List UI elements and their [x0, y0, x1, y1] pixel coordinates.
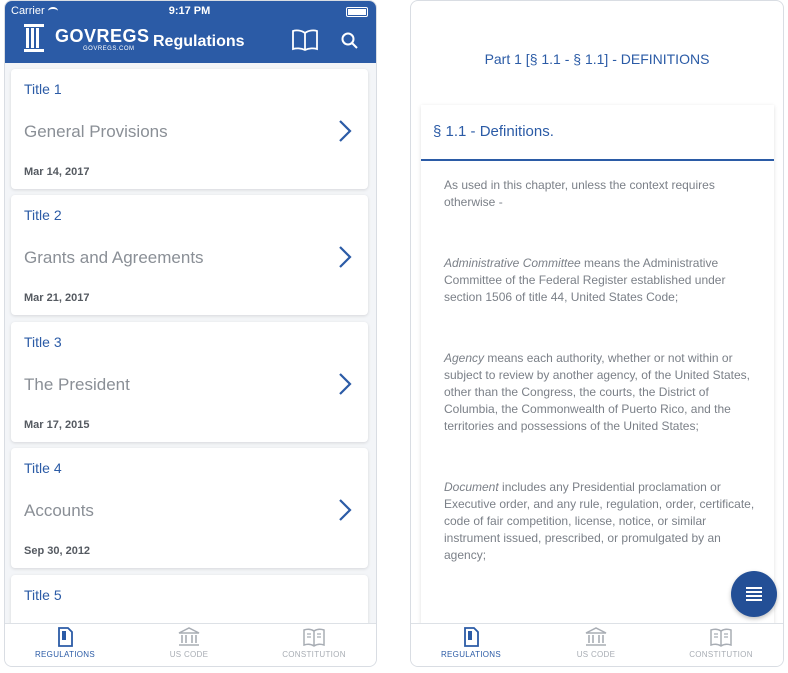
- paragraph-text: includes any Presidential proclamation or Executive order, and any rule, regulation, order, certificate, code of fair competition, license, notice, or similar instrument issued, prescribed, or promulgated by an agency;: [444, 480, 755, 562]
- title-number: Title 1: [24, 81, 62, 97]
- tab-label: US CODE: [169, 650, 209, 659]
- logo-subtext: GOVREGS.COM: [83, 46, 135, 52]
- section-body: [444, 177, 764, 608]
- title-number: Title 3: [24, 333, 62, 350]
- open-book-icon: [303, 627, 325, 647]
- paragraph-text: means each authority, whether or not within or subject to review by another agency, of the United States, other than the Congress, the courts, the District of Columbia, the Commonwealth of Puerto Rico, and the territories and possessions of the United States;: [444, 351, 750, 433]
- courthouse-icon: [178, 627, 200, 647]
- page-title: Regulations: [153, 33, 245, 50]
- tab-label: REGULATIONS: [440, 650, 502, 659]
- title-date: Mar 14, 2017: [24, 166, 90, 178]
- document-icon: [56, 627, 74, 647]
- chevron-right-icon[interactable]: [338, 245, 352, 269]
- title-name: Accounts: [24, 501, 94, 521]
- title-date: Sep 30, 2012: [24, 545, 91, 558]
- tab-regulations[interactable]: [15, 627, 115, 659]
- book-icon[interactable]: [292, 29, 318, 51]
- title-number: Title 5: [24, 586, 62, 603]
- paragraph-text: means the Administrative Committee of the Federal Register established under section 1506 of title 44, United States Code;: [444, 256, 726, 304]
- paragraph: [444, 350, 764, 435]
- regulations-screen: [4, 0, 377, 667]
- paragraph-text: As used in this chapter, unless the context requires otherwise -: [444, 178, 715, 209]
- title-number: Title 4: [24, 460, 62, 477]
- table-of-contents-button[interactable]: [731, 571, 777, 617]
- list-item[interactable]: [11, 575, 368, 625]
- title-name: General Provisions: [24, 122, 168, 141]
- list-item[interactable]: [11, 448, 368, 568]
- tab-us-code[interactable]: [546, 627, 646, 659]
- pillar-icon: [23, 24, 45, 52]
- tab-label: CONSTITUTION: [689, 650, 753, 659]
- title-date: Mar 17, 2015: [24, 418, 90, 431]
- part-heading: Part 1 [§ 1.1 - § 1.1] - DEFINITIONS: [484, 51, 710, 67]
- logo-text: GOVREGS: [55, 26, 150, 46]
- tab-constitution[interactable]: [264, 627, 364, 659]
- paragraph: [444, 177, 764, 211]
- app-header: [5, 1, 376, 63]
- open-book-icon: [710, 627, 732, 647]
- list-icon: [746, 587, 762, 601]
- status-time: 9:17 PM: [168, 5, 211, 17]
- tab-label: US CODE: [576, 650, 616, 659]
- paragraph: [444, 479, 764, 564]
- paragraph: [444, 255, 764, 306]
- defined-term: Agency: [444, 351, 485, 365]
- list-item[interactable]: [11, 322, 368, 442]
- tab-constitution[interactable]: [671, 627, 771, 659]
- chevron-right-icon[interactable]: [338, 498, 352, 522]
- tab-label: REGULATIONS: [34, 650, 96, 659]
- defined-term: Document: [444, 480, 499, 494]
- title-name: Grants and Agreements: [24, 248, 204, 268]
- chevron-right-icon[interactable]: [338, 372, 352, 396]
- definitions-screen: [410, 0, 784, 667]
- tab-us-code[interactable]: [139, 627, 239, 659]
- section-card: [421, 105, 774, 625]
- section-title: § 1.1 - Definitions.: [433, 123, 554, 140]
- titles-list[interactable]: [5, 63, 376, 625]
- battery-icon: [346, 7, 368, 17]
- section-divider: [421, 159, 774, 161]
- title-name: The President: [24, 374, 130, 394]
- list-item[interactable]: [11, 69, 368, 189]
- chevron-right-icon[interactable]: [338, 119, 352, 143]
- tab-bar: [5, 623, 376, 666]
- title-number: Title 2: [24, 207, 62, 224]
- list-item[interactable]: [11, 195, 368, 315]
- title-date: Mar 21, 2017: [24, 292, 90, 305]
- carrier-text: Carrier: [11, 5, 45, 17]
- search-icon[interactable]: [340, 31, 360, 51]
- status-bar: [11, 5, 368, 19]
- tab-regulations[interactable]: [421, 627, 521, 659]
- tab-bar: [411, 623, 783, 666]
- courthouse-icon: [585, 627, 607, 647]
- defined-term: Administrative Committee: [444, 256, 581, 270]
- document-icon: [462, 627, 480, 647]
- tab-label: CONSTITUTION: [282, 650, 346, 659]
